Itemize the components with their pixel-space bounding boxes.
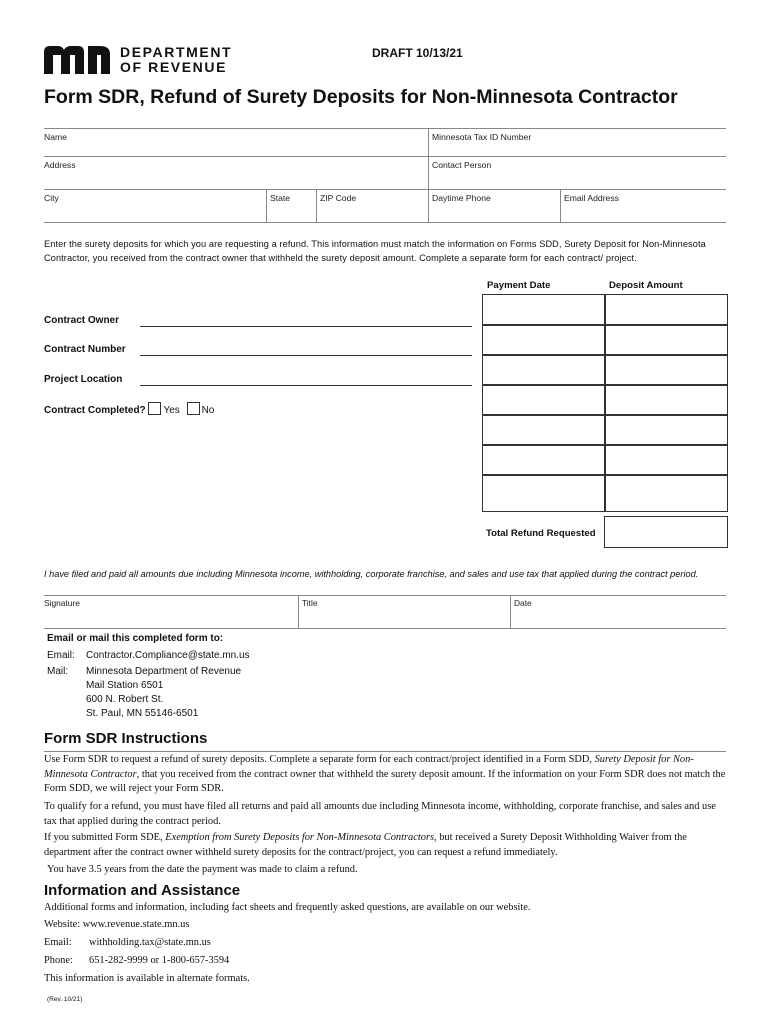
mail-heading: Email or mail this completed form to:	[47, 633, 224, 644]
instructions-para-4: You have 3.5 years from the date the payment was made to claim a refund.	[47, 864, 358, 875]
assistance-phone-value: 651-282-9999 or 1-800-657-3594	[89, 955, 230, 966]
zip-field[interactable]: ZIP Code	[320, 193, 357, 203]
instructions-para-3-text-b: , but received a Surety Deposit Withholding Waiver from the department after the contract owner withheld surety deposits for the contract/project, you can request a refund immediately.	[44, 832, 687, 858]
form-title: Form SDR, Refund of Surety Deposits for Non-Minnesota Contractor	[44, 86, 678, 108]
assistance-email-value[interactable]: withholding.tax@state.mn.us	[89, 937, 211, 948]
instructions-para-3	[44, 831, 728, 860]
assistance-intro: Additional forms and information, including fact sheets and frequently asked questions, are available on our website.	[44, 902, 531, 913]
project-location-field[interactable]	[140, 385, 472, 386]
total-refund-cell[interactable]	[604, 516, 728, 548]
mail-address-line1: Minnesota Department of Revenue	[86, 666, 242, 677]
certification-text: I have filed and paid all amounts due including Minnesota income, withholding, corporate franchise, and sales and use tax that applied during the contract period.	[44, 569, 699, 579]
logo-text-line1: DEPARTMENT	[120, 44, 233, 60]
deposit-amount-cell[interactable]	[604, 474, 728, 512]
instructions-para-1-italic: Surety Deposit for Non-Minnesota Contractor	[44, 754, 694, 780]
payment-date-cell[interactable]	[482, 354, 606, 386]
address-field[interactable]: Address	[44, 160, 76, 170]
deposit-amount-cell[interactable]	[604, 414, 728, 446]
assistance-phone-label: Phone:	[44, 955, 73, 966]
mail-mail-label: Mail:	[47, 666, 69, 677]
no-label: No	[201, 405, 215, 416]
grid-vdivider-zip	[316, 189, 317, 222]
contact-person-field[interactable]: Contact Person	[432, 160, 492, 170]
signature-divider-2	[510, 595, 511, 628]
logo-text-line2: OF REVENUE	[120, 59, 228, 75]
payment-date-cell[interactable]	[482, 474, 606, 512]
contract-completed-label: Contract Completed?	[44, 405, 146, 416]
contract-number-label: Contract Number	[44, 344, 126, 355]
assistance-alt-formats: This information is available in alternate formats.	[44, 973, 250, 984]
grid-rule-2	[44, 156, 726, 157]
payment-date-cell[interactable]	[482, 294, 606, 326]
grid-vdivider-main	[428, 128, 429, 222]
assistance-heading: Information and Assistance	[44, 882, 241, 899]
mail-address-line2: Mail Station 6501	[86, 680, 164, 691]
deposit-amount-header: Deposit Amount	[609, 280, 683, 291]
deposit-amount-cell[interactable]	[604, 294, 728, 326]
assistance-website[interactable]: Website: www.revenue.state.mn.us	[44, 919, 190, 930]
revision-note: (Rev. 10/21)	[47, 996, 83, 1003]
instructions-para-3-text-a: If you submitted Form SDE,	[44, 832, 166, 843]
instructions-rule	[44, 751, 726, 752]
deposit-amount-cell[interactable]	[604, 444, 728, 476]
tax-id-field[interactable]: Minnesota Tax ID Number	[432, 132, 532, 142]
instructions-para-3-italic: Exemption from Surety Deposits for Non-Minnesota Contractors	[165, 832, 435, 843]
grid-bottom-rule	[44, 222, 726, 223]
yes-label: Yes	[163, 405, 180, 416]
grid-vdivider-state	[266, 189, 267, 222]
payment-date-cell[interactable]	[482, 444, 606, 476]
contract-owner-field[interactable]	[140, 326, 472, 327]
no-checkbox[interactable]	[187, 402, 200, 415]
contract-owner-label: Contract Owner	[44, 315, 120, 326]
instructions-para-1	[44, 753, 728, 797]
draft-stamp: DRAFT 10/13/21	[372, 46, 463, 60]
email-field[interactable]: Email Address	[564, 193, 619, 203]
signature-field[interactable]: Signature	[44, 598, 80, 608]
payment-date-cell[interactable]	[482, 414, 606, 446]
deposit-amount-cell[interactable]	[604, 354, 728, 386]
deposit-amount-cell[interactable]	[604, 384, 728, 416]
mail-email-label: Email:	[47, 650, 75, 661]
project-location-label: Project Location	[44, 374, 123, 385]
mail-address-line4: St. Paul, MN 55146-6501	[86, 708, 199, 719]
signature-divider-1	[298, 595, 299, 628]
instructions-para-1-text-b: , that you received from the contract owner that withheld the surety deposit amount. If the information on your Form SDR does not match the Form SDD, we will reject your Form SDR.	[44, 768, 726, 794]
title-field[interactable]: Title	[302, 598, 318, 608]
assistance-email-label: Email:	[44, 937, 72, 948]
grid-vdivider-email	[560, 189, 561, 222]
intro-text: Enter the surety deposits for which you are requesting a refund. This information must match the information on Forms SDD, Surety Deposit for Non-Minnesota Contractor, you received from the contract owner that withheld the surety deposit amount. Complete a separate form for each contract/ project.	[44, 239, 706, 263]
payment-date-cell[interactable]	[482, 384, 606, 416]
signature-top-rule	[44, 595, 726, 596]
grid-top-rule	[44, 128, 726, 129]
contract-completed-row	[44, 402, 214, 416]
payment-date-header: Payment Date	[487, 280, 551, 291]
date-field[interactable]: Date	[514, 598, 532, 608]
yes-checkbox[interactable]	[148, 402, 161, 415]
contract-number-field[interactable]	[140, 355, 472, 356]
mn-logo-mark-icon	[44, 44, 124, 78]
mn-revenue-logo	[44, 44, 234, 78]
phone-field[interactable]: Daytime Phone	[432, 193, 491, 203]
payment-date-cell[interactable]	[482, 324, 606, 356]
mail-address-line3: 600 N. Robert St.	[86, 694, 164, 705]
total-refund-label: Total Refund Requested	[486, 528, 596, 539]
state-field[interactable]: State	[270, 193, 291, 203]
signature-bottom-rule	[44, 628, 726, 629]
city-field[interactable]: City	[44, 193, 59, 203]
deposit-amount-cell[interactable]	[604, 324, 728, 356]
mail-email-value[interactable]: Contractor.Compliance@state.mn.us	[86, 650, 250, 661]
instructions-heading: Form SDR Instructions	[44, 730, 208, 747]
instructions-para-2: To qualify for a refund, you must have filed all returns and paid all amounts due including Minnesota income, withholding, corporate franchise, and sales and use tax that applied during the contract period.	[44, 801, 716, 827]
name-field[interactable]: Name	[44, 132, 67, 142]
grid-rule-3	[44, 189, 726, 190]
instructions-para-1-text-a: Use Form SDR to request a refund of surety deposits. Complete a separate form for each contract/project identified in a Form SDD,	[44, 754, 595, 765]
